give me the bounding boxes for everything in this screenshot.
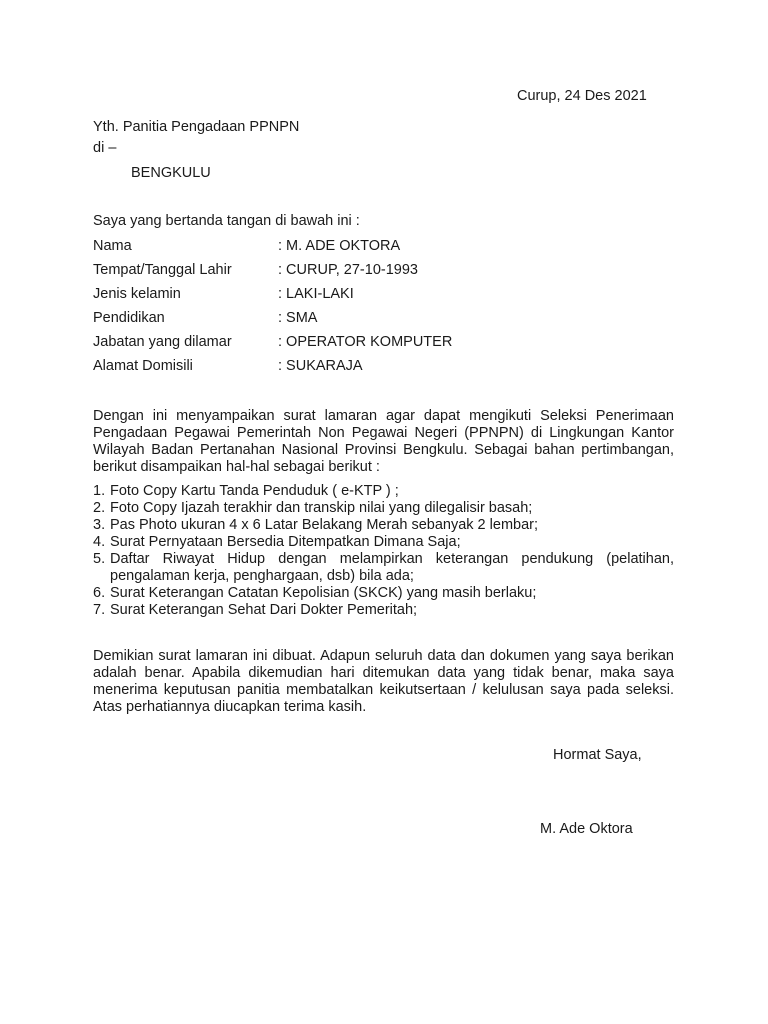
- field-row-position: [93, 334, 653, 358]
- intro-text: Saya yang bertanda tangan di bawah ini :: [93, 213, 360, 229]
- field-value: : SUKARAJA: [278, 358, 363, 374]
- field-label: Jabatan yang dilamar: [93, 334, 232, 350]
- field-value: : CURUP, 27-10-1993: [278, 262, 418, 278]
- list-item: [93, 483, 674, 500]
- field-row-education: [93, 310, 653, 334]
- field-label: Jenis kelamin: [93, 286, 181, 302]
- list-text: Pas Photo ukuran 4 x 6 Latar Belakang Merah sebanyak 2 lembar;: [110, 517, 539, 533]
- list-item: [93, 551, 674, 585]
- recipient-line: Yth. Panitia Pengadaan PPNPN: [93, 119, 300, 135]
- closing-salutation: Hormat Saya,: [553, 747, 642, 763]
- list-item: [93, 534, 674, 551]
- list-text: Daftar Riwayat Hidup dengan melampirkan keterangan pendukung (pelatihan, pengalaman kerja, penghargaan, dsb) bila ada;: [110, 551, 674, 584]
- list-number: 6.: [93, 585, 106, 601]
- letter-date: Curup, 24 Des 2021: [517, 88, 647, 104]
- field-label: Alamat Domisili: [93, 358, 193, 374]
- list-text: Surat Pernyataan Bersedia Ditempatkan Dimana Saja;: [110, 534, 461, 550]
- list-text: Surat Keterangan Catatan Kepolisian (SKCK) yang masih berlaku;: [110, 585, 537, 601]
- attachment-list: [93, 483, 674, 619]
- list-item: [93, 585, 674, 602]
- field-label: Tempat/Tanggal Lahir: [93, 262, 232, 278]
- list-number: 4.: [93, 534, 106, 550]
- field-row-address: [93, 358, 653, 382]
- list-text: Foto Copy Ijazah terakhir dan transkip nilai yang dilegalisir basah;: [110, 500, 533, 516]
- closing-paragraph: Demikian surat lamaran ini dibuat. Adapun seluruh data dan dokumen yang saya berikan adalah benar. Apabila dikemudian hari ditemukan data yang tidak benar, maka saya menerima keputusan panitia membatalkan keikutsertaan / kelulusan saya pada seleksi. Atas perhatiannya diucapkan terima kasih.: [93, 648, 674, 715]
- list-item: [93, 500, 674, 517]
- recipient-di: di –: [93, 140, 117, 156]
- recipient-city: BENGKULU: [131, 165, 211, 181]
- list-number: 1.: [93, 483, 106, 499]
- signer-name: M. Ade Oktora: [540, 821, 633, 837]
- field-value: : OPERATOR KOMPUTER: [278, 334, 453, 350]
- field-row-gender: [93, 286, 653, 310]
- field-row-birth: [93, 262, 653, 286]
- list-number: 2.: [93, 500, 106, 516]
- list-number: 3.: [93, 517, 106, 533]
- field-label: Nama: [93, 238, 132, 254]
- applicant-fields: [93, 238, 653, 382]
- field-value: : LAKI-LAKI: [278, 286, 354, 302]
- list-item: [93, 517, 674, 534]
- list-number: 5.: [93, 551, 106, 567]
- field-row-name: [93, 238, 653, 262]
- list-text: Foto Copy Kartu Tanda Penduduk ( e-KTP ) ;: [110, 483, 399, 499]
- list-text: Surat Keterangan Sehat Dari Dokter Pemeritah;: [110, 602, 418, 618]
- field-value: : M. ADE OKTORA: [278, 238, 401, 254]
- application-paragraph: Dengan ini menyampaikan surat lamaran agar dapat mengikuti Seleksi Penerimaan Pengadaan Pegawai Pemerintah Non Pegawai Negeri (PPNPN) di Lingkungan Kantor Wilayah Badan Pertanahan Nasional Provinsi Bengkulu. Sebagai bahan pertimbangan, berikut disampaikan hal-hal sebagai berikut :: [93, 408, 674, 475]
- field-value: : SMA: [278, 310, 318, 326]
- field-label: Pendidikan: [93, 310, 165, 326]
- list-number: 7.: [93, 602, 106, 618]
- list-item: [93, 602, 674, 619]
